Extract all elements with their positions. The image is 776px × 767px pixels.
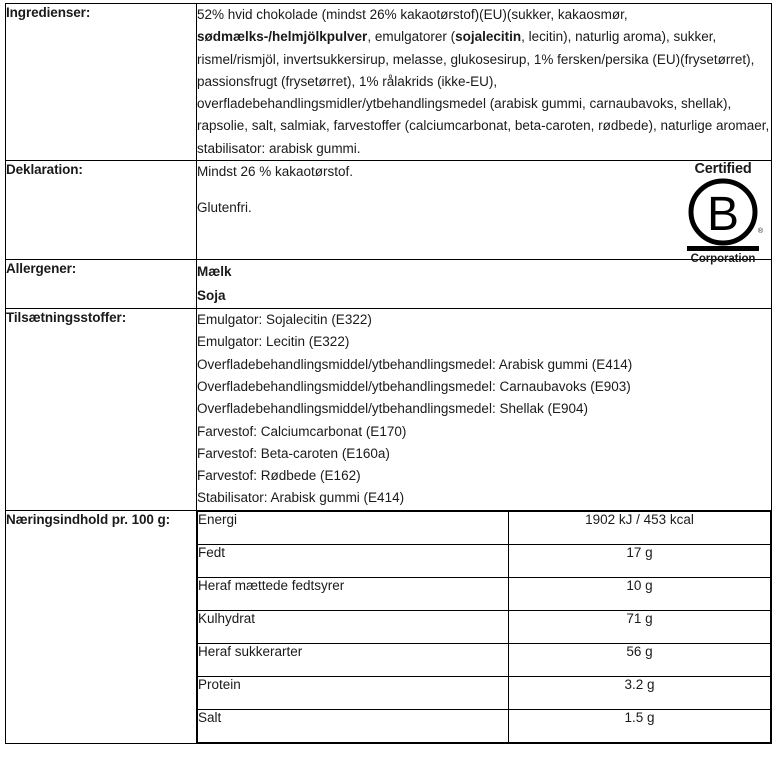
row-value-ingredients — [197, 4, 772, 161]
nutrition-value: 56 g — [509, 643, 771, 676]
additives-list — [197, 309, 771, 510]
additive-item: Stabilisator: Arabisk gummi (E414) — [197, 490, 405, 506]
allergen-item: Soja — [197, 288, 226, 304]
b-corp-circle-b-icon — [677, 178, 769, 246]
additive-item: Overfladebehandlingsmiddel/ytbehandlingsmedel: Carnaubavoks (E903) — [197, 378, 631, 394]
product-specification-table — [5, 3, 772, 744]
b-corp-divider-bar — [687, 246, 759, 251]
nutrition-value: 17 g — [509, 544, 771, 577]
nutrition-name: Fedt — [198, 544, 509, 577]
table-row-nutrition — [6, 510, 772, 743]
nutrition-label-bold: Næringsindhold — [6, 511, 109, 527]
nutrition-label-rest: pr. 100 g: — [111, 511, 171, 527]
additive-item: Emulgator: Lecitin (E322) — [197, 334, 350, 350]
row-value-additives — [197, 309, 772, 511]
nutrition-name: Kulhydrat — [198, 610, 509, 643]
row-label-nutrition — [6, 510, 197, 743]
declaration-line: Mindst 26 % kakaotørstof. — [197, 164, 354, 180]
additive-item: Farvestof: Calciumcarbonat (E170) — [197, 423, 407, 439]
table-row-declaration — [6, 161, 772, 260]
b-corp-certified-label: Certified — [694, 161, 752, 178]
nutrition-row — [198, 610, 771, 643]
nutrition-table — [197, 511, 771, 743]
nutrition-row — [198, 577, 771, 610]
nutrition-value: 1902 kJ / 453 kcal — [509, 511, 771, 544]
b-corp-certified-logo — [677, 162, 769, 266]
allergen-item: Mælk — [197, 264, 232, 280]
declaration-line: Glutenfri. — [197, 200, 252, 216]
table-row-ingredients — [6, 4, 772, 161]
nutrition-name: Heraf mættede fedtsyrer — [198, 577, 509, 610]
additive-item: Farvestof: Rødbede (E162) — [197, 468, 361, 484]
table-row-allergens — [6, 260, 772, 309]
nutrition-row — [198, 544, 771, 577]
row-value-nutrition — [197, 510, 772, 743]
row-label-allergens: Allergener: — [6, 260, 197, 309]
declaration-content — [197, 161, 771, 266]
nutrition-value: 3.2 g — [509, 676, 771, 709]
registered-trademark-icon: ® — [757, 228, 763, 236]
row-label-additives: Tilsætningsstoffer: — [6, 309, 197, 511]
row-label-declaration: Deklaration: — [6, 161, 197, 260]
nutrition-row — [198, 676, 771, 709]
nutrition-name: Salt — [198, 709, 509, 742]
nutrition-row — [198, 643, 771, 676]
row-label-ingredients: Ingredienser: — [6, 4, 197, 161]
row-value-declaration — [197, 161, 772, 266]
b-corp-corporation-label: Corporation — [690, 253, 756, 266]
nutrition-row — [198, 709, 771, 742]
additive-item: Farvestof: Beta-caroten (E160a) — [197, 445, 390, 461]
table-row-additives — [6, 309, 772, 511]
nutrition-value: 10 g — [509, 577, 771, 610]
ingredients-text: 52% hvid chokolade (mindst 26% kakaotørstof)(EU)(sukker, kakaosmør, sødmælks-/helmjölkpulver, emulgatorer (sojalecitin, lecitin), naturlig aroma), sukker, rismel/rismjöl, invertsukkersirup, melasse, glukosesirup, 1% fersken/persika (EU)(frysetørret), passionsfrugt (frysetørret), 1% rålakrids (ikke-EU), overfladebehandlingsmidler/ytbehandlingsmedel (arabisk gummi, carnaubavoks, shellak), rapsolie, salt, salmiak, farvestoffer (calciumcarbonat, beta-caroten, rødbede), naturlige aromaer, stabilisator: arabisk gummi. — [197, 7, 770, 156]
additive-item: Overfladebehandlingsmiddel/ytbehandlingsmedel: Arabisk gummi (E414) — [197, 356, 633, 372]
nutrition-row — [198, 511, 771, 544]
nutrition-name: Heraf sukkerarter — [198, 643, 509, 676]
svg-text:B: B — [706, 188, 740, 242]
additive-item: Emulgator: Sojalecitin (E322) — [197, 312, 372, 328]
additive-item: Overfladebehandlingsmiddel/ytbehandlingsmedel: Shellak (E904) — [197, 401, 588, 417]
allergens-list — [197, 260, 771, 308]
nutrition-value: 71 g — [509, 610, 771, 643]
row-value-allergens — [197, 260, 772, 309]
ingredient-emphasis: sojalecitin — [455, 29, 522, 45]
nutrition-name: Energi — [198, 511, 509, 544]
nutrition-value: 1.5 g — [509, 709, 771, 742]
ingredient-emphasis: sødmælks-/helmjölkpulver — [197, 29, 368, 45]
nutrition-name: Protein — [198, 676, 509, 709]
